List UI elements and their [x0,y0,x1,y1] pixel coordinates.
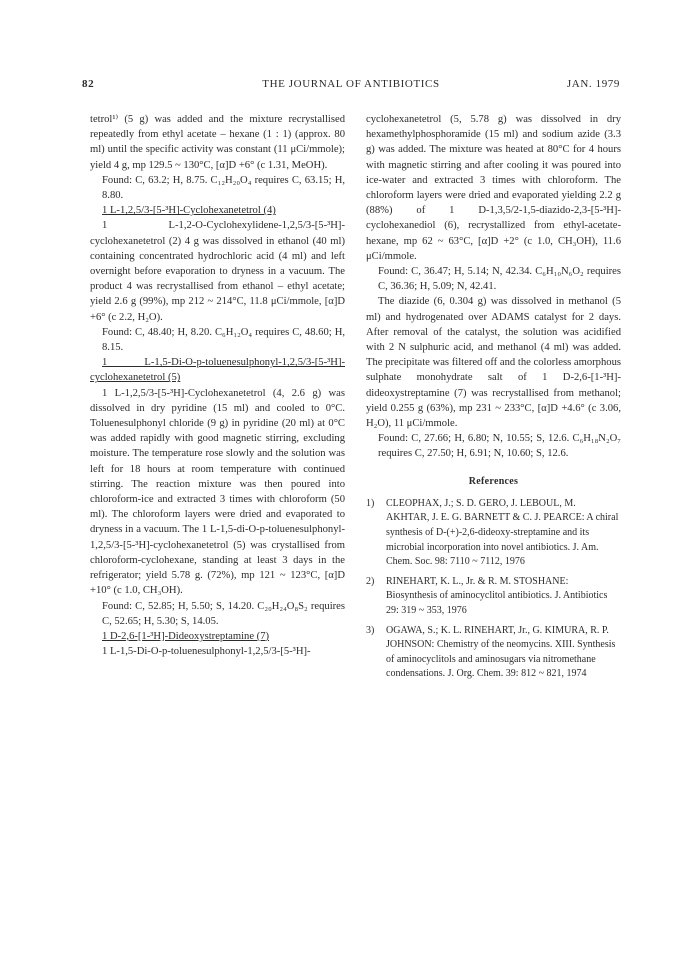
compound-heading: 1 L-1,2,5/3-[5-³H]-Cyclohexanetetrol (4) [102,205,276,217]
elemental-analysis: Found: C, 36.47; H, 5.14; N, 42.34. C₆H₁₀N₆O₂ requires C, 36.36; H, 5.09; N, 42.41. [378,266,621,293]
elemental-analysis: Found: C, 48.40; H, 8.20. C₆H₁₂O₄ requires C, 48.60; H, 8.15. [102,326,345,354]
reference-number: 1) [366,497,375,509]
reference-number: 2) [366,575,375,587]
compound-heading: 1 D-2,6-[1-³H]-Dideoxystreptamine (7) [102,630,270,642]
paragraph: 1 L-1,5-Di-O-p-toluenesulphonyl-1,2,5/3-[5-³H]- [102,646,311,658]
page-number: 82 [82,78,95,90]
reference-number: 3) [366,624,375,636]
journal-title: THE JOURNAL OF ANTIBIOTICS [262,78,440,90]
references-heading: References [468,475,519,487]
left-column [90,112,345,659]
paragraph: 1 L-1,2,5/3-[5-³H]-Cyclohexanetetrol (4, 2.6 g) was dissolved in dry pyridine (15 ml) and cooled to 0°C. Toluenesulphonyl chloride (9 g) in pyridine (20 ml) at 0°C was added rapidly with good magnetic stirring, excluding moisture. The temperature rose slowly and the solution was left for 18 hours at room temperature with continued stirring. The reaction mixture was then poured into chloroform-ice and extracted 3 times with chloroform (50 ml). The chloroform layers were dried and evaporated to dryness in a vacuum. The 1 L-1,5-di-O-p-toluenesulphonyl-1,2,5/3-[5-³H]-cyclohexanetetrol (5) was crystallised from chloroform-cyclohexane, standing at least 3 days in the refrigerator; yield 5.78 g. (72%), mp 121 ~ 123°C, [α]D +10° (c 1.0, CH₃OH). [90,387,345,597]
elemental-analysis: Found: C, 63.2; H, 8.75. C₁₂H₂₀O₄ requires C, 63.15; H, 8.80. [102,174,345,202]
reference-text: OGAWA, S.; K. L. RINEHART, Jr., G. KIMURA, R. P. JOHNSON: Chemistry of the neomycins. XIII. Synthesis of aminocyclitols and aminosugars via nitromethane condensations. J. Org. Chem. 39: 812 ~ 821, 1974 [386,624,616,680]
reference-text: RINEHART, K. L., Jr. & R. M. STOSHANE: Biosynthesis of aminocyclitol antibiotics. J. Antibiotics 29: 319 ~ 353, 1976 [386,575,608,617]
paragraph: 1 L-1,2-O-Cyclohexylidene-1,2,5/3-[5-³H]-cyclohexanetetrol (2) 4 g was dissolved in ethanol (40 ml) containing concentrated hydrochloric acid (4 ml) and left overnight before evaporation to dryness in a vacuum. The product 4 was recrystallised from ethanol – ethyl acetate; yield 2.6 g (99%), mp 212 ~ 214°C, 11.8 μCi/mmole, [α]D +6° (c 2.2, H₂O). [90,220,345,323]
issue-date: JAN. 1979 [566,78,620,90]
paragraph: The diazide (6, 0.304 g) was dissolved in methanol (5 ml) and hydrogenated over ADAMS catalyst for 2 days. After removal of the catalyst, the solution was acidified with 2 N sulphuric acid, and methanol (4 ml) was added. The precipitate was filtered off and the colorless amorphous sulphate monohydrate salt of 1 D-2,6-[1-³H]-dideoxystreptamine (7) was recrystallised from methanol; yield 0.255 g (63%), mp 231 ~ 233°C, [α]D +4.6° (c 3.06, H₂O), 11 μCi/mmole. [366,296,621,430]
reference-item [366,575,621,619]
compound-heading: 1 L-1,5-Di-O-p-toluenesulphonyl-1,2,5/3-[5-³H]-cyclohexanetetrol (5) [90,357,345,384]
elemental-analysis: Found: C, 27.66; H, 6.80; N, 10.55; S, 12.6. C₆H₁₈N₂O₇ requires C, 27.50; H, 6.91; N, 10.60; S, 12.6. [378,433,621,460]
elemental-analysis: Found: C, 52.85; H, 5.50; S, 14.20. C₂₀H₂₄O₈S₂ requires C, 52.65; H, 5.30; S, 14.05. [102,600,345,627]
reference-item [366,497,621,570]
reference-item [366,624,621,682]
reference-text: CLEOPHAX, J.; S. D. GERO, J. LEBOUL, M. AKHTAR, J. E. G. BARNETT & C. J. PEARCE: A chiral synthesis of D-(+)-2,6-dideoxy-streptamine and its microbial incorporation into novel antibiotics. J. Am. Chem. Soc. 98: 7110 ~ 7112, 1976 [386,497,619,568]
right-column [366,112,621,687]
references-list [366,497,621,682]
paragraph: tetrol¹⁾ (5 g) was added and the mixture recrystallised repeatedly from ethyl acetate – hexane (1 : 1) (approx. 80 ml) until the specific activity was constant (11 μCi/mmole); yield 4 g, mp 129.5 ~ 130°C, [α]D +6° (c 1.31, MeOH). [90,114,345,171]
paragraph: cyclohexanetetrol (5, 5.78 g) was dissolved in dry hexamethylphosphoramide (15 ml) and sodium azide (3.3 g) was added. The mixture was heated at 80°C for 4 hours with magnetic stirring and after cooling it was poured into ice-water and extracted 3 times with chloroform. The chloroform layers were dried and evaporated yielding 2.2 g (88%) of 1 D-1,3,5/2-1,5-diazido-2,3-[5-³H]-cyclohexanediol (6), recrystallized from ethyl-acetate-hexane, mp 62 ~ 63°C, [α]D +2° (c 1.0, CH₃OH), 11.6 μCi/mmole. [366,114,621,262]
running-header [82,78,620,96]
